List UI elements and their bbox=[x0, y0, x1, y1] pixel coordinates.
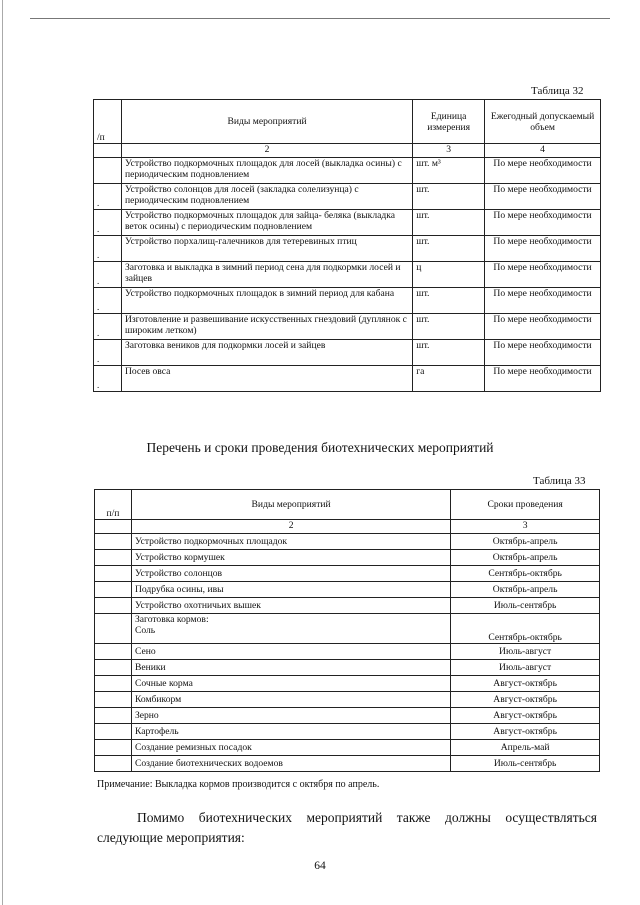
activity-cell: Изготовление и развешивание искусственных гнездовий (дуплянок с широким летком) bbox=[121, 314, 412, 340]
unit-cell: шт. bbox=[413, 288, 485, 314]
table33-index-cell: 3 bbox=[451, 520, 600, 534]
table32-header-row bbox=[94, 100, 601, 144]
table-row bbox=[95, 644, 600, 660]
row-number: . bbox=[94, 366, 122, 392]
table32-header-volume: Ежегодный допускаемый объем bbox=[485, 100, 601, 144]
period-cell: Июль-август bbox=[451, 660, 600, 676]
row-number bbox=[95, 756, 132, 772]
table33-index-cell: 2 bbox=[131, 520, 450, 534]
activity-cell: Создание биотехнических водоемов bbox=[131, 756, 450, 772]
period-cell: Октябрь-апрель bbox=[451, 534, 600, 550]
table-row bbox=[95, 598, 600, 614]
unit-cell: шт. bbox=[413, 236, 485, 262]
unit-cell: га bbox=[413, 366, 485, 392]
table33-title: Перечень и сроки проведения биотехнических мероприятий bbox=[146, 440, 494, 455]
row-number: . bbox=[94, 262, 122, 288]
table-row bbox=[95, 534, 600, 550]
table33-index-row bbox=[95, 520, 600, 534]
table-row bbox=[94, 184, 601, 210]
activity-cell: Устройство подкормочных площадок в зимний период для кабана bbox=[121, 288, 412, 314]
table32-index-row bbox=[94, 144, 601, 158]
activity-cell: Устройство охотничьих вышек bbox=[131, 598, 450, 614]
table-row bbox=[95, 614, 600, 644]
activity-group-label: Заготовка кормов: bbox=[134, 614, 209, 625]
activity-cell: Создание ремизных посадок bbox=[131, 740, 450, 756]
volume-cell: По мере необходимости bbox=[485, 210, 601, 236]
table-row bbox=[94, 236, 601, 262]
activity-cell: Заготовка веников для подкормки лосей и зайцев bbox=[121, 340, 412, 366]
row-number bbox=[95, 676, 132, 692]
activity-cell bbox=[131, 614, 450, 644]
table33-header-no: п/п bbox=[95, 490, 132, 520]
row-number bbox=[95, 724, 132, 740]
row-number bbox=[95, 582, 132, 598]
row-number bbox=[95, 692, 132, 708]
row-number bbox=[95, 534, 132, 550]
table-row bbox=[94, 314, 601, 340]
row-number bbox=[95, 660, 132, 676]
table32-header-unit: Единица измерения bbox=[413, 100, 485, 144]
page-number: 64 bbox=[314, 860, 326, 872]
table-row bbox=[95, 676, 600, 692]
period-cell: Август-октябрь bbox=[451, 676, 600, 692]
period-cell: Сентябрь-октябрь bbox=[451, 614, 600, 644]
period-cell: Июль-сентябрь bbox=[451, 598, 600, 614]
unit-cell: шт. bbox=[413, 314, 485, 340]
table33-note: Примечание: Выкладка кормов производится с октября по апрель. bbox=[97, 779, 380, 790]
row-number: . bbox=[94, 184, 122, 210]
table33-caption: Таблица 33 bbox=[533, 475, 586, 487]
table32-caption: Таблица 32 bbox=[531, 85, 584, 97]
unit-cell: ц bbox=[413, 262, 485, 288]
row-number bbox=[95, 566, 132, 582]
volume-cell: По мере необходимости bbox=[485, 340, 601, 366]
unit-cell: шт. bbox=[413, 340, 485, 366]
body-paragraph: Помимо биотехнических мероприятий также должны осуществляться следующие мероприятия: bbox=[97, 810, 597, 845]
row-number: . bbox=[94, 236, 122, 262]
row-number: . bbox=[94, 314, 122, 340]
table-33 bbox=[94, 489, 600, 772]
table32-header-activity: Виды мероприятий bbox=[121, 100, 412, 144]
activity-cell: Устройство солонцов для лосей (закладка солелизунца) с периодическим подновлением bbox=[121, 184, 412, 210]
period-cell: Октябрь-апрель bbox=[451, 582, 600, 598]
volume-cell: По мере необходимости bbox=[485, 236, 601, 262]
row-number bbox=[95, 708, 132, 724]
table-row bbox=[94, 158, 601, 184]
volume-cell: По мере необходимости bbox=[485, 262, 601, 288]
volume-cell: По мере необходимости bbox=[485, 314, 601, 340]
activity-cell: Устройство солонцов bbox=[131, 566, 450, 582]
unit-cell: шт. bbox=[413, 210, 485, 236]
activity-cell: Заготовка и выкладка в зимний период сена для подкормки лосей и зайцев bbox=[121, 262, 412, 288]
table33-index-cell bbox=[95, 520, 132, 534]
table33-header-row bbox=[95, 490, 600, 520]
row-number bbox=[95, 740, 132, 756]
activity-cell: Устройство подкормочных площадок для зайца- беляка (выкладка веток осины) с периодическим подновлением bbox=[121, 210, 412, 236]
table33-header-activity: Виды мероприятий bbox=[131, 490, 450, 520]
activity-cell: Устройство кормушек bbox=[131, 550, 450, 566]
row-number bbox=[95, 614, 132, 644]
period-cell: Сентябрь-октябрь bbox=[451, 566, 600, 582]
table-row bbox=[94, 340, 601, 366]
table-row bbox=[95, 740, 600, 756]
activity-cell: Устройство подкормочных площадок для лосей (выкладка осины) с периодическим подновлением bbox=[121, 158, 412, 184]
period-cell: Апрель-май bbox=[451, 740, 600, 756]
row-number: . bbox=[94, 210, 122, 236]
table-row bbox=[94, 262, 601, 288]
activity-cell: Картофель bbox=[131, 724, 450, 740]
table-row bbox=[95, 566, 600, 582]
row-number bbox=[94, 158, 122, 184]
volume-cell: По мере необходимости bbox=[485, 288, 601, 314]
table33-header-period: Сроки проведения bbox=[451, 490, 600, 520]
table32-index-cell: 2 bbox=[121, 144, 412, 158]
row-number: . bbox=[94, 340, 122, 366]
table-row bbox=[95, 692, 600, 708]
table-row bbox=[94, 210, 601, 236]
table-row bbox=[94, 366, 601, 392]
activity-cell: Сено bbox=[131, 644, 450, 660]
table32-index-cell: 4 bbox=[485, 144, 601, 158]
period-cell: Август-октябрь bbox=[451, 724, 600, 740]
activity-cell: Зерно bbox=[131, 708, 450, 724]
period-cell: Июль-сентябрь bbox=[451, 756, 600, 772]
activity-subitem: Соль bbox=[134, 625, 156, 636]
activity-cell: Устройство порхалищ-галечников для тетеревиных птиц bbox=[121, 236, 412, 262]
row-number bbox=[95, 644, 132, 660]
table32-header-no: /п bbox=[94, 100, 122, 144]
activity-cell: Устройство подкормочных площадок bbox=[131, 534, 450, 550]
table-row bbox=[95, 660, 600, 676]
period-cell: Август-октябрь bbox=[451, 708, 600, 724]
table-row bbox=[95, 756, 600, 772]
row-number bbox=[95, 598, 132, 614]
volume-cell: По мере необходимости bbox=[485, 184, 601, 210]
table-row bbox=[95, 724, 600, 740]
period-cell: Октябрь-апрель bbox=[451, 550, 600, 566]
table32-index-cell bbox=[94, 144, 122, 158]
period-cell: Август-октябрь bbox=[451, 692, 600, 708]
table-row bbox=[95, 708, 600, 724]
activity-cell: Веники bbox=[131, 660, 450, 676]
row-number bbox=[95, 550, 132, 566]
table-32 bbox=[93, 99, 601, 392]
row-number: . bbox=[94, 288, 122, 314]
table-row bbox=[94, 288, 601, 314]
period-cell: Июль-август bbox=[451, 644, 600, 660]
table-row bbox=[95, 582, 600, 598]
table32-index-cell: 3 bbox=[413, 144, 485, 158]
activity-cell: Сочные корма bbox=[131, 676, 450, 692]
activity-cell: Посев овса bbox=[121, 366, 412, 392]
unit-cell: шт. bbox=[413, 184, 485, 210]
volume-cell: По мере необходимости bbox=[485, 158, 601, 184]
table-row bbox=[95, 550, 600, 566]
volume-cell: По мере необходимости bbox=[485, 366, 601, 392]
activity-cell: Подрубка осины, ивы bbox=[131, 582, 450, 598]
activity-cell: Комбикорм bbox=[131, 692, 450, 708]
top-rule bbox=[30, 18, 610, 19]
unit-cell: шт. м³ bbox=[413, 158, 485, 184]
